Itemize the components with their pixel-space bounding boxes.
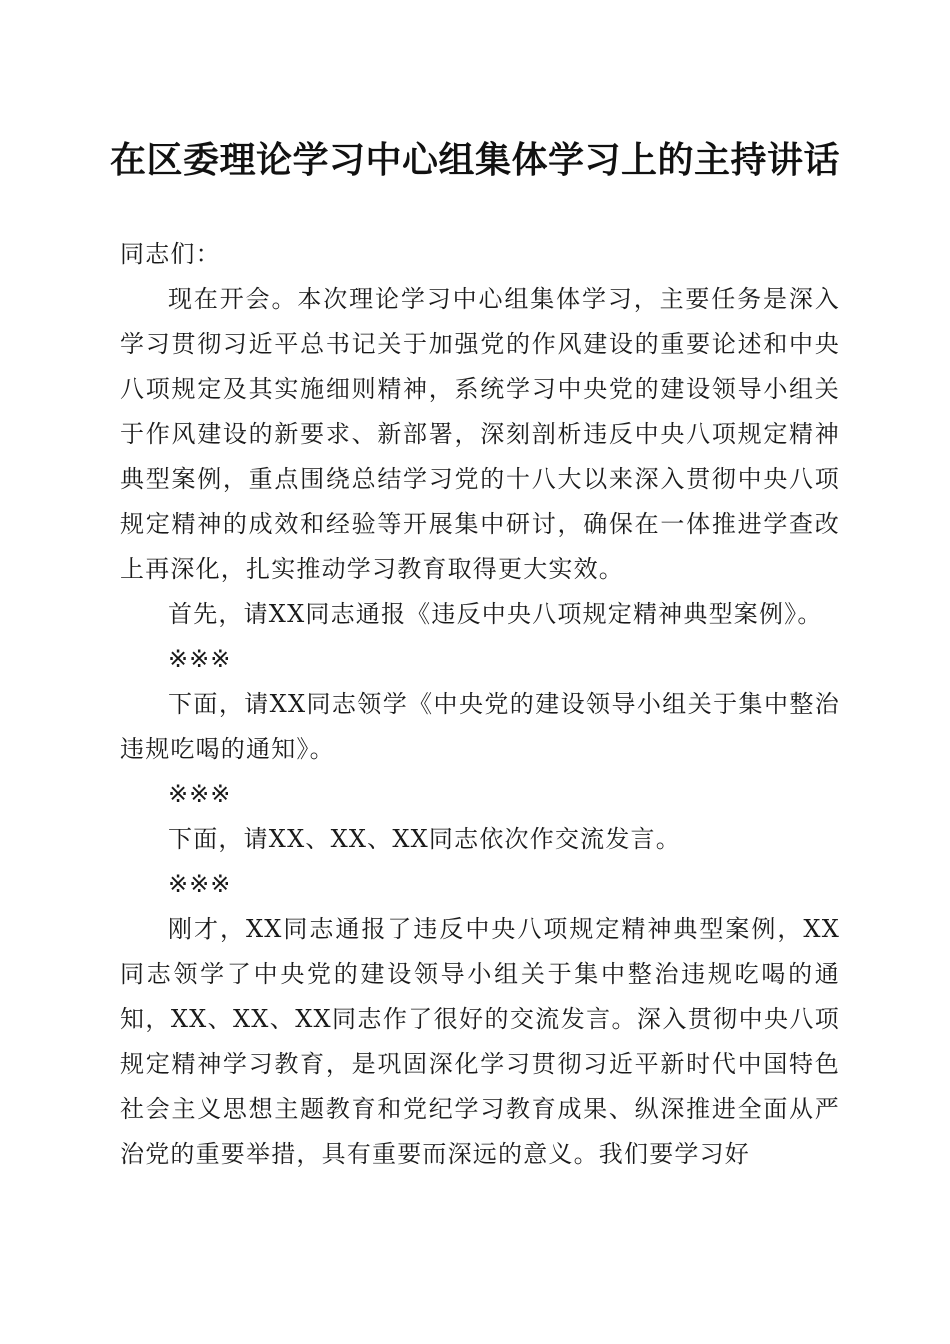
paragraph-exchange: 下面，请XX、XX、XX同志依次作交流发言。	[168, 825, 681, 853]
section-mark: ※※※	[168, 780, 232, 808]
section-mark: ※※※	[168, 870, 232, 898]
paragraph-second-study: 下面，请XX同志领学《中央党的建设领导小组关于集中整治违规吃喝的通知》。	[120, 690, 840, 763]
document-title: 在区委理论学习中心组集体学习上的主持讲话	[109, 139, 840, 181]
document-body	[120, 232, 840, 1177]
salutation: 同志们：	[120, 240, 221, 268]
paragraph-opening: 现在开会。本次理论学习中心组集体学习，主要任务是深入学习贯彻习近平总书记关于加强党的作风建设的重要论述和中央八项规定及其实施细则精神，系统学习中央党的建设领导小组关于作风建设的新要求、新部署，深刻剖析违反中央八项规定精神典型案例，重点围绕总结学习党的十八大以来深入贯彻中央八项规定精神的成效和经验等开展集中研讨，确保在一体推进学查改上再深化，扎实推动学习教育取得更大实效。	[120, 285, 840, 583]
paragraph-first-report: 首先，请XX同志通报《违反中央八项规定精神典型案例》。	[168, 600, 823, 628]
section-mark: ※※※	[168, 645, 232, 673]
paragraph-summary: 刚才，XX同志通报了违反中央八项规定精神典型案例，XX同志领学了中央党的建设领导小组关于集中整治违规吃喝的通知，XX、XX、XX同志作了很好的交流发言。深入贯彻中央八项规定精神学习教育，是巩固深化学习贯彻习近平新时代中国特色社会主义思想主题教育和党纪学习教育成果、纵深推进全面从严治党的重要举措，具有重要而深远的意义。我们要学习好	[120, 915, 840, 1168]
